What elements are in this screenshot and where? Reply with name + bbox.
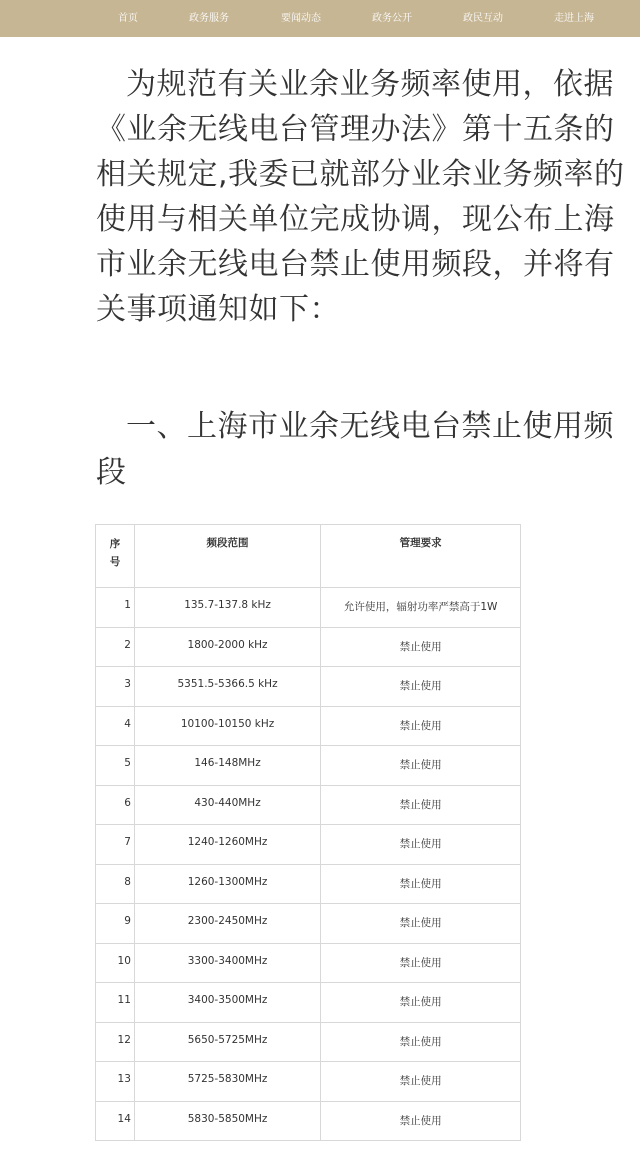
top-navigation-bar	[0, 0, 640, 37]
cell-frequency-range: 1240-1260MHz	[134, 825, 320, 865]
header-serial-number	[96, 525, 135, 588]
nav-government-services[interactable]: 政务服务	[189, 13, 229, 24]
cell-frequency-range: 5351.5-5366.5 kHz	[134, 667, 320, 707]
table-row	[96, 825, 521, 865]
table-row	[96, 1062, 521, 1102]
header-management-requirement: 管理要求	[321, 525, 521, 588]
cell-serial-number: 7	[96, 825, 135, 865]
cell-management-requirement: 禁止使用	[321, 825, 521, 865]
nav-news[interactable]: 要闻动态	[281, 13, 321, 24]
cell-serial-number: 13	[96, 1062, 135, 1102]
nav-about-shanghai[interactable]: 走进上海	[554, 13, 594, 24]
cell-management-requirement: 禁止使用	[321, 1062, 521, 1102]
cell-management-requirement: 允许使用，辐射功率严禁高于1W	[321, 588, 521, 628]
cell-serial-number: 4	[96, 706, 135, 746]
cell-serial-number: 2	[96, 627, 135, 667]
cell-frequency-range: 5830-5850MHz	[134, 1101, 320, 1141]
nav-government-affairs-open[interactable]: 政务公开	[372, 13, 412, 24]
table-row	[96, 864, 521, 904]
cell-serial-number: 9	[96, 904, 135, 944]
header-serial-line2: 号	[109, 556, 121, 568]
table-row	[96, 785, 521, 825]
cell-frequency-range: 5650-5725MHz	[134, 1022, 320, 1062]
cell-frequency-range: 3400-3500MHz	[134, 983, 320, 1023]
cell-serial-number: 5	[96, 746, 135, 786]
table-row	[96, 983, 521, 1023]
header-serial-line1: 序	[109, 538, 121, 550]
cell-management-requirement: 禁止使用	[321, 1101, 521, 1141]
cell-frequency-range: 1800-2000 kHz	[134, 627, 320, 667]
table-body	[96, 588, 521, 1141]
cell-serial-number: 3	[96, 667, 135, 707]
article-body	[96, 62, 630, 332]
cell-serial-number: 8	[96, 864, 135, 904]
table-header-row	[96, 525, 521, 588]
cell-serial-number: 6	[96, 785, 135, 825]
section-heading: 一、上海市业余无线电台禁止使用频段	[96, 409, 614, 490]
cell-management-requirement: 禁止使用	[321, 864, 521, 904]
table-row	[96, 904, 521, 944]
cell-management-requirement: 禁止使用	[321, 983, 521, 1023]
cell-management-requirement: 禁止使用	[321, 904, 521, 944]
nav-home[interactable]: 首页	[118, 13, 138, 24]
cell-management-requirement: 禁止使用	[321, 785, 521, 825]
intro-paragraph: 为规范有关业余业务频率使用，依据《业余无线电台管理办法》第十五条的相关规定,我委已就部分业余业务频率的使用与相关单位完成协调，现公布上海市业余无线电台禁止使用频段，并将有关事项通知如下：	[96, 67, 625, 327]
cell-frequency-range: 10100-10150 kHz	[134, 706, 320, 746]
cell-serial-number: 1	[96, 588, 135, 628]
nav-public-interaction[interactable]: 政民互动	[463, 13, 503, 24]
cell-frequency-range: 146-148MHz	[134, 746, 320, 786]
table-row	[96, 706, 521, 746]
cell-frequency-range: 1260-1300MHz	[134, 864, 320, 904]
table-row	[96, 667, 521, 707]
cell-frequency-range: 135.7-137.8 kHz	[134, 588, 320, 628]
table-row	[96, 627, 521, 667]
cell-serial-number: 14	[96, 1101, 135, 1141]
frequency-table	[95, 524, 521, 1141]
cell-management-requirement: 禁止使用	[321, 706, 521, 746]
cell-management-requirement: 禁止使用	[321, 943, 521, 983]
cell-serial-number: 10	[96, 943, 135, 983]
cell-serial-number: 11	[96, 983, 135, 1023]
table-row	[96, 1101, 521, 1141]
header-frequency-range: 频段范围	[134, 525, 320, 588]
table-row	[96, 588, 521, 628]
table-row	[96, 943, 521, 983]
cell-frequency-range: 5725-5830MHz	[134, 1062, 320, 1102]
cell-management-requirement: 禁止使用	[321, 1022, 521, 1062]
cell-management-requirement: 禁止使用	[321, 667, 521, 707]
cell-frequency-range: 2300-2450MHz	[134, 904, 320, 944]
cell-management-requirement: 禁止使用	[321, 746, 521, 786]
cell-management-requirement: 禁止使用	[321, 627, 521, 667]
cell-frequency-range: 3300-3400MHz	[134, 943, 320, 983]
table-row	[96, 746, 521, 786]
cell-frequency-range: 430-440MHz	[134, 785, 320, 825]
cell-serial-number: 12	[96, 1022, 135, 1062]
table-row	[96, 1022, 521, 1062]
